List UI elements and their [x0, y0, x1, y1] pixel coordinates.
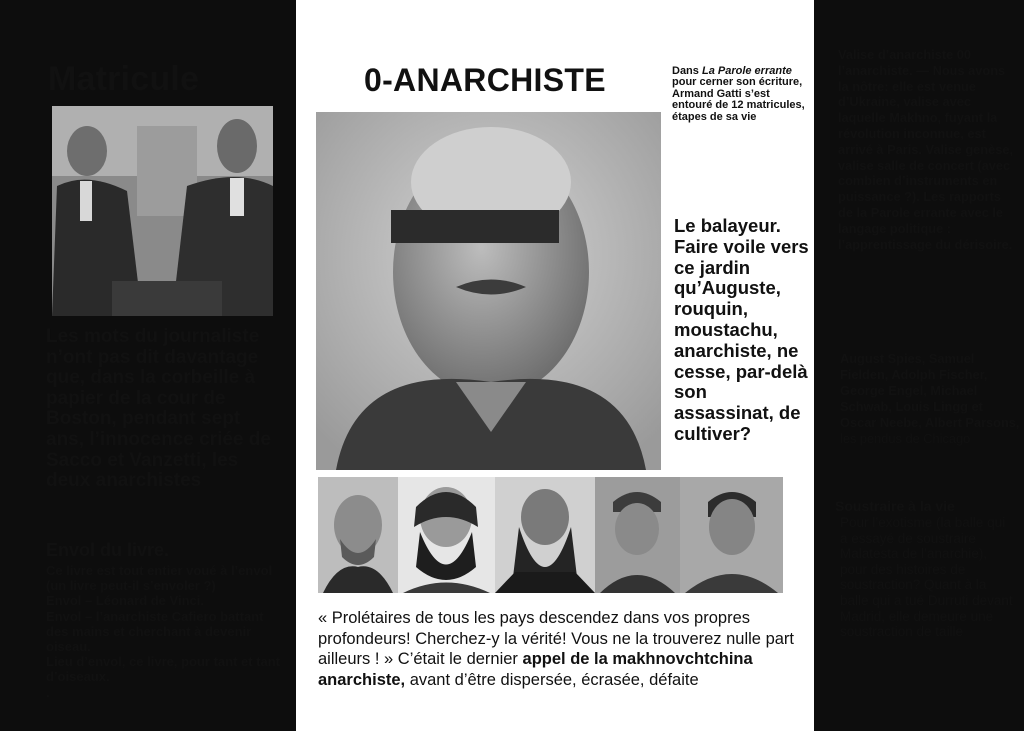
anarchist-portrait-2	[398, 477, 495, 593]
intro-suffix: pour cerner son écriture, Armand Gatti s’est entouré de 12 matricules, étapes de sa vie	[672, 76, 805, 123]
chicago-names-rest: les pendus de Chicago	[840, 431, 971, 446]
makhnovchtchina-quote	[318, 608, 808, 690]
anarchist-portrait-3	[495, 477, 595, 593]
anarchist-portrait-5	[680, 477, 783, 593]
soustraire-body: Pour l’exotisme (la balle qui a essayé de soustraire Malatesta de l’anarchie), pour des histoires de soustraction? Quant à la balle qui a tué Durruti devant Madrid, elle demeure une soustraction de taille	[840, 515, 1013, 640]
envol-line: Ce livre est tout entier voué à l’envol (un livre peut-il s’envoler ?)	[46, 563, 273, 594]
soustraire-title: Soustraire à la vie	[835, 498, 955, 514]
intro-prefix: Dans	[672, 65, 702, 77]
main-portrait-photo	[316, 112, 661, 470]
anarchist-portrait-1	[318, 477, 398, 593]
chicago-names	[840, 351, 1020, 447]
sacco-vanzetti-photo	[52, 106, 273, 316]
chicago-names-bold: August Spies, Samuel Fielden, Adolph Fischer, George Engel, Michael Schwab, Louis Lingg et Oscar Neebe, Albert Parsons,	[840, 351, 1020, 430]
censor-bar	[391, 210, 559, 243]
anarchist-portrait-4	[595, 477, 680, 593]
envol-line: Envol – l’anarchiste Cafiero battant des mains et cherchant à devenir oiseau.	[46, 608, 264, 655]
balayeur-text: Le balayeur. Faire voile vers ce jardin qu’Auguste, rouquin, moustachu, anarchiste, ne cesse, par-delà son assassinat, de cultiver?	[674, 215, 809, 444]
matricule-title: Matricule	[48, 60, 200, 98]
envol-body	[46, 563, 286, 700]
envol-line: Envol – Léonard de Vinci.	[46, 593, 204, 609]
anarchiste-title: 0-ANARCHISTE	[364, 62, 606, 98]
envol-line: .	[46, 684, 50, 700]
quote-text: « Prolétaires de tous les pays descendez dans vos propres profondeurs! Cherchez-y la vérité! Vous ne la trouverez nulle part ailleurs ! » C’était le dernier	[318, 609, 795, 669]
intro-text	[672, 66, 812, 123]
valise-text: Valise d’anarchiste 00 l’anarchiste. — Nous avons la nôtre: elle est venue d’Ukraine, valise avec laquelle Makhno, fuyant la révolution inconnue, est arrivé à Paris. Valise genèse, valise salle de concert (avec combien d’instruments en puissance ?). Les rapports de la Parole errante avec le langage politique : l’apprentissage du dérisoire.	[838, 47, 1014, 252]
envol-title: Envol du livre.	[46, 540, 170, 560]
quote-end: avant d’être dispersée, écrasée, défaite	[405, 670, 699, 689]
intro-book-title: La Parole errante	[701, 65, 792, 77]
sacco-vanzetti-text: Les mots du journaliste n’ont pas dit davantage que, dans la corbeille à papier de la cour de Boston, pendant sept ans, l’innocence criée de Sacco et Vanzetti, les deux anarchistes	[46, 326, 271, 492]
quote-bold: appel de la makhnovchtchina anarchiste,	[318, 650, 753, 689]
envol-line: Lieu d’envol, ce livre, pour tant et tant d’oiseaux.	[46, 654, 281, 685]
